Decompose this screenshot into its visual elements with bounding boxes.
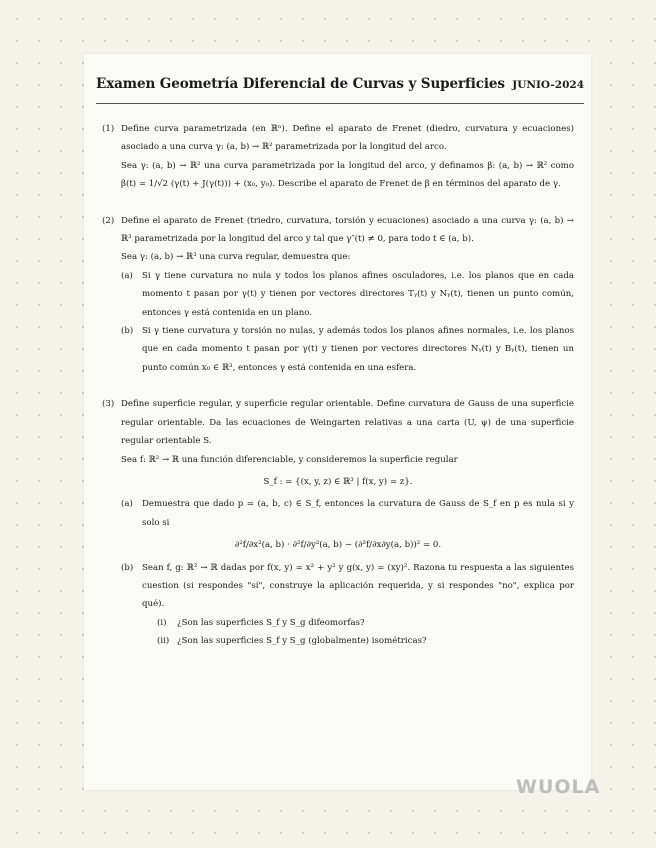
header-rule — [96, 103, 584, 104]
question-3a — [102, 495, 574, 532]
question-3-text-2: Sea f: ℝ² → ℝ una función diferenciable, y consideremos la superficie regular — [121, 454, 458, 465]
exam-page — [84, 54, 601, 798]
question-3 — [102, 395, 574, 650]
question-1 — [102, 120, 574, 194]
exam-content — [102, 120, 574, 651]
question-2a-text: Si γ tiene curvatura no nula y todos los planos afines osculadores, i.e. los planos que en cada momento t pasan por γ(t) y tienen por vectores directores Tᵧ(t) y Nᵧ(t), tienen un punto común, entonces γ está contenida en un plano. — [142, 270, 574, 318]
question-2-number: (2) — [102, 215, 115, 226]
question-3a-number: (a) — [121, 499, 133, 510]
question-2 — [102, 212, 574, 378]
exam-date: JUNIO-2024 — [512, 79, 584, 91]
surface-set-equation: S_f : = {(x, y, z) ∈ ℝ³ | f(x, y) = z}. — [263, 476, 413, 487]
exam-header — [96, 76, 584, 92]
question-3b-i — [102, 614, 574, 632]
question-2a-number: (a) — [121, 270, 133, 281]
question-3-text: Define superficie regular, y superficie regular orientable. Define curvatura de Gauss de una superficie regular orientable. Da las ecuaciones de Weingarten relativas a una carta (U, ψ) de una superficie regular orientable S. — [121, 399, 574, 447]
question-3b-i-text: ¿Son las superficies S_f y S_g difeomorfas? — [177, 617, 365, 628]
watermark-logo: WUOLA — [516, 776, 601, 798]
question-2b-text: Si γ tiene curvatura y torsión no nulas, y además todos los planos afines normales, i.e. los planos que en cada momento t pasan por γ(t) y tienen por vectores directores Nᵧ(t) y Bᵧ(t), tienen un punto común x₀ ∈ ℝ³, entonces γ está contenida en una esfera. — [142, 326, 574, 373]
question-3-number: (3) — [102, 399, 115, 410]
question-3b-ii-number: (ii) — [157, 636, 170, 647]
question-2b-number: (b) — [121, 326, 134, 337]
question-1-number: (1) — [102, 124, 115, 134]
question-3b-ii — [102, 632, 574, 650]
question-2b — [102, 322, 574, 377]
question-3b-i-number: (i) — [157, 617, 167, 628]
question-3a-text: Demuestra que dado p = (a, b, c) ∈ S_f, entonces la curvatura de Gauss de S_f en p es nula si y solo si — [142, 499, 574, 528]
question-2-text: Define el aparato de Frenet (triedro, curvatura, torsión y ecuaciones) asociado a una curva γ: (a, b) → ℝ³ parametrizada por la longitud del arco y tal que γ″(t) ≠ 0, para todo t ∈ (a, b). — [121, 215, 574, 245]
question-2a — [102, 267, 574, 322]
question-1-text: Define curva parametrizada (en ℝⁿ). Define el aparato de Frenet (diedro, curvatura y ecuaciones) asociado a una curva γ: (a, b) → ℝ² parametrizada por la longitud del arco. — [121, 124, 574, 153]
question-3b — [102, 559, 574, 614]
question-1-text-2: Sea γ: (a, b) → ℝ² una curva parametrizada por la longitud del arco, y definamos β: (a, b) → ℝ² como β(t) = 1/√2 (γ(t) + J(γ(t))) + (x₀, y₀). Describe el aparato de Frenet de β en términos del aparato de γ. — [121, 160, 574, 190]
exam-title: Examen Geometría Diferencial de Curvas y Superficies — [96, 76, 505, 92]
gauss-curvature-equation: ∂²f/∂x²(a, b) · ∂²f/∂y²(a, b) − (∂²f/∂x∂y(a, b))² = 0. — [234, 540, 442, 551]
question-2-text-2: Sea γ: (a, b) → ℝ³ una curva regular, demuestra que: — [121, 252, 351, 263]
question-3b-number: (b) — [121, 562, 134, 573]
question-3b-ii-text: ¿Son las superficies S_f y S_g (globalmente) isométricas? — [177, 636, 427, 647]
question-3b-text: Sean f, g: ℝ² → ℝ dadas por f(x, y) = x² + y² y g(x, y) = (xy)². Razona tu respuesta a las siguientes cuestion (si respondes "sí", construye la aplicación requerida, y si respondes "no", explica por qué). — [142, 562, 574, 610]
